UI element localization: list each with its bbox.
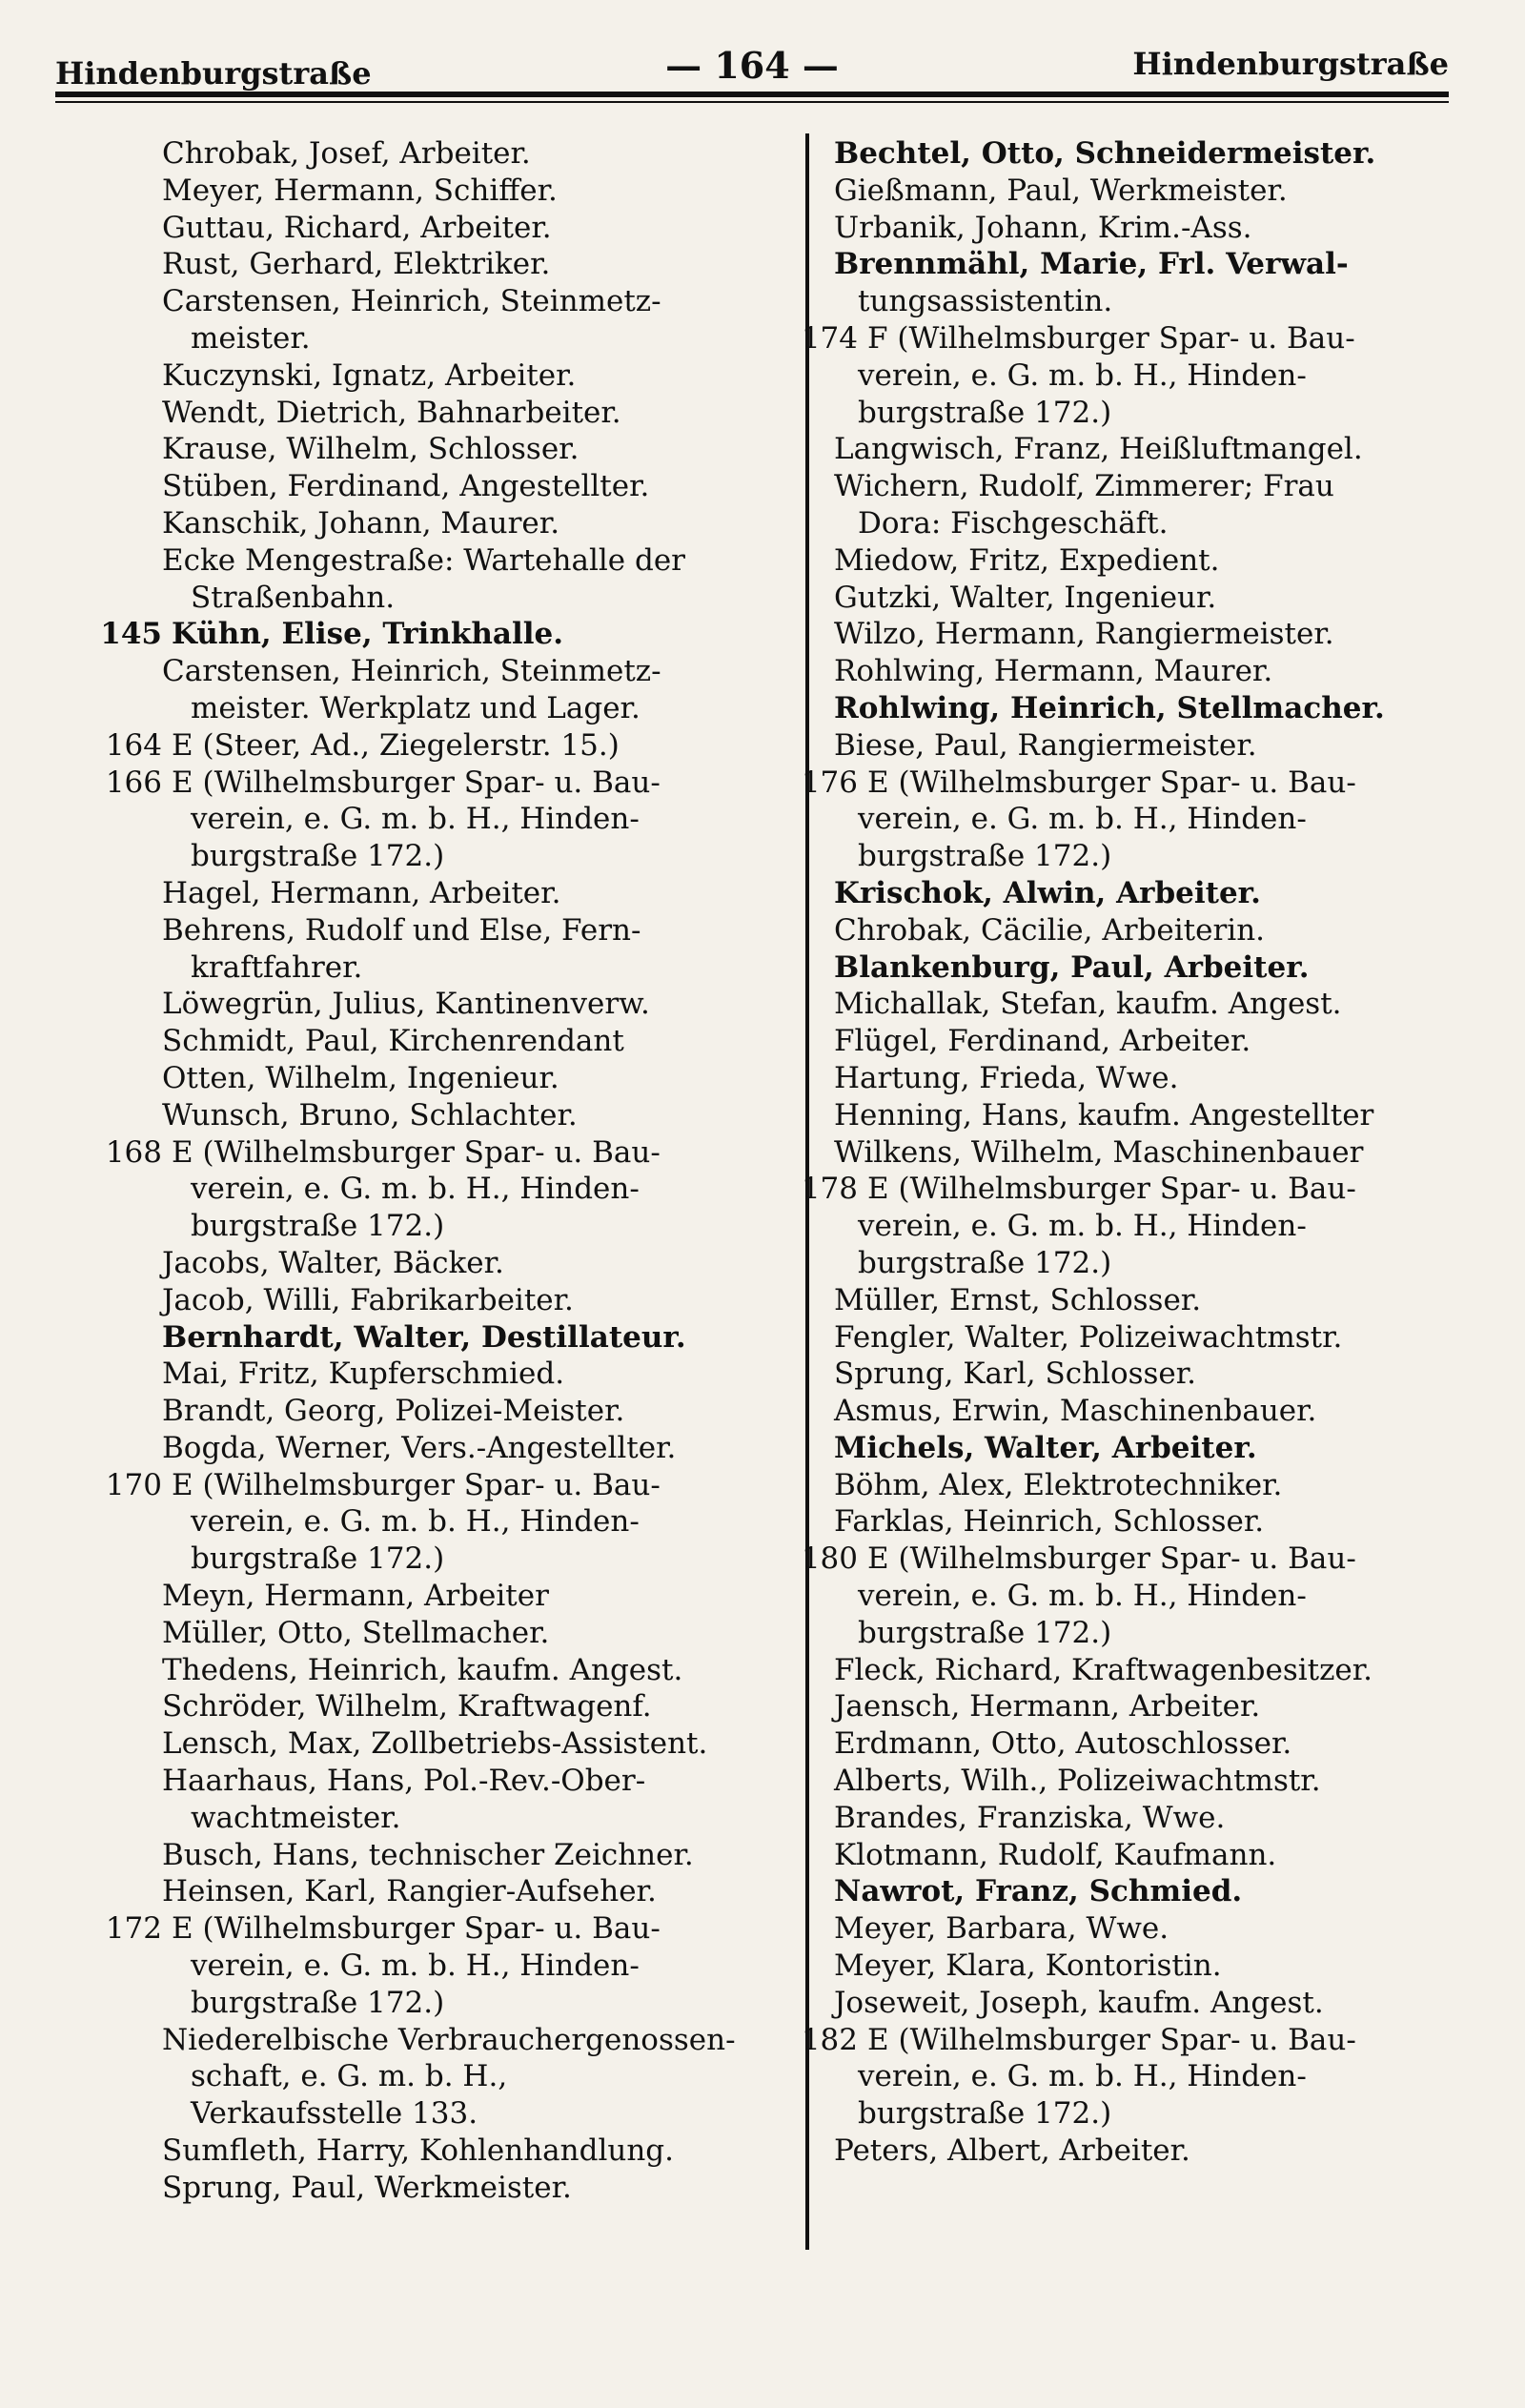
entry-text: E (Wilhelmsburger Spar- u. Bau- [172,1134,661,1170]
entry-text: Lensch, Max, Zollbetriebs-Assistent. [162,1726,708,1762]
resident-entry-line [76,2058,743,2095]
resident-entry-line [772,505,1439,542]
entry-text: E (Steer, Ad., Ziegelerstr. 15.) [172,727,620,763]
resident-entry-line [76,468,743,505]
entry-text: Carstensen, Heinrich, Steinmetz- [162,284,661,319]
entry-text: Heinsen, Karl, Rangier-Aufseher. [162,1874,657,1909]
resident-entry-line [772,1134,1439,1172]
entry-text: Sprung, Paul, Werkmeister. [162,2170,572,2205]
resident-entry-line [76,431,743,468]
resident-entry-line [76,875,743,912]
resident-entry-line [772,875,1439,912]
house-number: 182 [801,2022,858,2057]
entry-text: Peters, Albert, Arbeiter. [834,2133,1190,2169]
house-number: 176 [801,765,858,800]
resident-entry-line [772,1430,1439,1467]
resident-entry-line [76,1503,743,1541]
resident-entry-line [772,1023,1439,1060]
entry-text: Hartung, Frieda, Wwe. [834,1060,1179,1095]
house-number-entry [76,1134,743,1172]
entry-text: E (Wilhelmsburger Spar- u. Bau- [867,2022,1356,2057]
house-number: 166 [105,765,162,800]
resident-entry-line [76,986,743,1023]
resident-entry-line [772,2133,1439,2170]
house-number-entry [772,1541,1439,1578]
resident-entry-line [76,1282,743,1319]
entry-text: Jacob, Willi, Fabrikarbeiter. [162,1282,574,1317]
entry-text: verein, e. G. m. b. H., Hinden- [858,1209,1307,1244]
resident-entry-line [772,1393,1439,1430]
resident-entry-line [76,1245,743,1282]
house-number: 168 [105,1134,162,1170]
entry-text: Jaensch, Hermann, Arbeiter. [834,1689,1261,1724]
resident-entry-line [76,135,743,173]
entry-text: burgstraße 172.) [191,839,445,874]
entry-text: Meyer, Hermann, Schiffer. [162,173,558,208]
entry-text: verein, e. G. m. b. H., Hinden- [191,802,640,837]
entry-text: schaft, e. G. m. b. H., [191,2059,508,2094]
entry-text: Sprung, Karl, Schlosser. [834,1357,1197,1392]
resident-entry-line [76,395,743,432]
entry-text: Brandes, Franziska, Wwe. [834,1800,1226,1835]
entry-text: Wichern, Rudolf, Zimmerer; Frau [834,469,1334,504]
resident-entry-line [76,1688,743,1725]
resident-entry-line [772,616,1439,653]
house-number-entry [772,1171,1439,1208]
entry-text: burgstraße 172.) [191,1541,445,1577]
entry-text: Otten, Wilhelm, Ingenieur. [162,1060,559,1095]
house-number: 174 [801,320,858,356]
entry-text: burgstraße 172.) [191,1209,445,1244]
entry-text: F (Wilhelmsburger Spar- u. Bau- [867,320,1355,356]
entry-text: Thedens, Heinrich, kaufm. Angest. [162,1652,683,1687]
entry-text: Michels, Walter, Arbeiter. [834,1430,1257,1465]
resident-entry-line [772,727,1439,765]
entry-text: Busch, Hans, technischer Zeichner. [162,1837,694,1872]
resident-entry-line [772,1615,1439,1652]
resident-entry-line [76,580,743,617]
resident-entry-line [76,949,743,987]
header-rule-thin [55,101,1449,103]
entry-text: Meyer, Barbara, Wwe. [834,1911,1169,1947]
entry-text: Fleck, Richard, Kraftwagenbesitzer. [834,1652,1373,1687]
entry-text: Erdmann, Otto, Autoschlosser. [834,1726,1292,1762]
resident-entry-line [76,838,743,875]
entry-text: Brennmähl, Marie, Frl. Verwal- [834,247,1349,282]
resident-entry-line [76,210,743,247]
entry-text: Mai, Fritz, Kupferschmied. [162,1357,565,1392]
entry-text: Böhm, Alex, Elektrotechniker. [834,1467,1283,1502]
resident-entry-line [76,1652,743,1689]
entry-text: Dora: Fischgeschäft. [858,505,1169,541]
resident-entry-line [76,357,743,395]
entry-text: Kuczynski, Ignatz, Arbeiter. [162,357,577,393]
house-number: 172 [105,1911,162,1947]
resident-entry-line [76,320,743,357]
house-number: 145 [100,617,162,652]
resident-entry-line [772,431,1439,468]
resident-entry-line [76,1356,743,1393]
entry-text: E (Wilhelmsburger Spar- u. Bau- [172,765,661,800]
resident-entry-line [76,2022,743,2059]
entry-text: Fengler, Walter, Polizeiwachtmstr. [834,1319,1343,1355]
page-number: — 164 — [665,44,839,87]
entry-text: burgstraße 172.) [858,1245,1112,1280]
entry-text: verein, e. G. m. b. H., Hinden- [858,2059,1307,2094]
resident-entry-line [772,690,1439,727]
entry-text: Bernhardt, Walter, Destillateur. [162,1319,686,1355]
resident-entry-line [772,1578,1439,1615]
entry-text: Bogda, Werner, Vers.-Angestellter. [162,1430,677,1465]
resident-entry-line [772,246,1439,283]
entry-text: Henning, Hans, kaufm. Angestellter [834,1097,1374,1133]
entry-text: E (Wilhelmsburger Spar- u. Bau- [867,765,1356,800]
entry-text: Chrobak, Josef, Arbeiter. [162,136,531,171]
resident-entry-line [772,1208,1439,1245]
resident-entry-line [772,283,1439,320]
resident-entry-line [772,1910,1439,1948]
entry-text: verein, e. G. m. b. H., Hinden- [858,802,1307,837]
house-number-entry [772,765,1439,802]
resident-entry-line [772,801,1439,838]
resident-entry-line [76,690,743,727]
entry-text: Blankenburg, Paul, Arbeiter. [834,949,1310,985]
resident-entry-line [76,1763,743,1800]
entry-text: Schmidt, Paul, Kirchenrendant [162,1024,624,1059]
entry-text: verein, e. G. m. b. H., Hinden- [191,1949,640,1984]
resident-entry-line [76,653,743,690]
resident-entry-line [76,1948,743,1985]
resident-entry-line [772,1837,1439,1874]
entry-text: meister. Werkplatz und Lager. [191,690,640,725]
resident-entry-line [76,2133,743,2170]
entry-text: burgstraße 172.) [858,839,1112,874]
header-street-left: Hindenburgstraße [55,55,372,92]
resident-entry-line [772,135,1439,173]
entry-text: Straßenbahn. [191,580,396,615]
house-number: 164 [105,727,162,763]
resident-entry-line [76,801,743,838]
resident-entry-line [76,2095,743,2133]
resident-entry-line [772,1503,1439,1541]
entry-text: burgstraße 172.) [858,395,1112,430]
resident-entry-line [76,1060,743,1097]
entry-text: Chrobak, Cäcilie, Arbeiterin. [834,912,1266,948]
resident-entry-line [772,653,1439,690]
entry-text: Wilzo, Hermann, Rangiermeister. [834,617,1334,652]
resident-entry-line [772,1985,1439,2022]
resident-entry-line [772,1467,1439,1504]
entry-text: verein, e. G. m. b. H., Hinden- [858,1579,1307,1614]
entry-text: Biese, Paul, Rangiermeister. [834,727,1257,763]
resident-entry-line [76,1097,743,1134]
resident-entry-line [76,1615,743,1652]
resident-entry-line [76,2170,743,2207]
entry-text: E (Wilhelmsburger Spar- u. Bau- [867,1172,1356,1207]
entry-text: E (Wilhelmsburger Spar- u. Bau- [172,1911,661,1947]
entry-text: Krischok, Alwin, Arbeiter. [834,875,1261,910]
house-number-entry [76,616,743,653]
resident-entry-line [76,1023,743,1060]
resident-entry-line [772,1060,1439,1097]
entry-text: wachtmeister. [191,1800,401,1835]
resident-entry-line [772,1282,1439,1319]
resident-entry-line [772,1800,1439,1837]
entry-text: Stüben, Ferdinand, Angestellter. [162,469,650,504]
resident-entry-line [76,1837,743,1874]
resident-entry-line [772,1873,1439,1910]
entry-text: Wunsch, Bruno, Schlachter. [162,1097,578,1133]
entry-text: Langwisch, Franz, Heißluftmangel. [834,432,1363,467]
house-number-entry [76,765,743,802]
resident-entry-line [76,1578,743,1615]
entry-text: Löwegrün, Julius, Kantinenverw. [162,987,650,1022]
resident-entry-line [76,1430,743,1467]
house-number-entry [772,2022,1439,2059]
entry-text: Brandt, Georg, Polizei-Meister. [162,1394,625,1429]
entry-text: verein, e. G. m. b. H., Hinden- [858,357,1307,393]
entry-text: Farklas, Heinrich, Schlosser. [834,1504,1265,1540]
resident-entry-line [772,2095,1439,2133]
entry-text: Gießmann, Paul, Werkmeister. [834,173,1288,208]
resident-entry-line [76,1393,743,1430]
entry-text: tungsassistentin. [858,284,1113,319]
resident-entry-line [772,986,1439,1023]
entry-text: Guttau, Richard, Arbeiter. [162,210,552,245]
resident-entry-line [772,1356,1439,1393]
resident-entry-line [76,505,743,542]
entry-text: kraftfahrer. [191,949,363,985]
resident-entry-line [772,838,1439,875]
entry-text: burgstraße 172.) [858,2096,1112,2132]
entry-text: Hagel, Hermann, Arbeiter. [162,875,561,910]
entry-text: Sumfleth, Harry, Kohlenhandlung. [162,2133,674,2169]
entry-text: Gutzki, Walter, Ingenieur. [834,580,1217,615]
house-number: 178 [801,1172,858,1207]
resident-entry-line [772,1652,1439,1689]
house-number: 170 [105,1467,162,1502]
resident-entry-line [772,1763,1439,1800]
resident-entry-line [772,1319,1439,1357]
house-number: 180 [801,1541,858,1577]
resident-entry-line [76,542,743,580]
entry-text: Bechtel, Otto, Schneidermeister. [834,136,1376,171]
entry-text: Rust, Gerhard, Elektriker. [162,247,551,282]
entry-text: Haarhaus, Hans, Pol.-Rev.-Ober- [162,1764,646,1799]
header-street-right: Hindenburgstraße [1132,46,1449,82]
entry-text: Kühn, Elise, Trinkhalle. [172,617,564,652]
resident-entry-line [76,1985,743,2022]
entry-text: Alberts, Wilh., Polizeiwachtmstr. [834,1764,1321,1799]
entry-text: Meyer, Klara, Kontoristin. [834,1949,1222,1984]
resident-entry-line [772,542,1439,580]
resident-entry-line [772,1245,1439,1282]
entry-text: Ecke Mengestraße: Wartehalle der [162,542,685,578]
entry-text: Müller, Ernst, Schlosser. [834,1282,1202,1317]
entry-text: Rohlwing, Hermann, Maurer. [834,654,1273,689]
resident-entry-line [76,912,743,949]
resident-entry-line [772,912,1439,949]
entry-text: Michallak, Stefan, kaufm. Angest. [834,987,1342,1022]
resident-entry-line [772,468,1439,505]
resident-entry-line [772,1688,1439,1725]
entry-text: Flügel, Ferdinand, Arbeiter. [834,1024,1251,1059]
entry-text: Asmus, Erwin, Maschinenbauer. [834,1394,1317,1429]
entry-text: Rohlwing, Heinrich, Stellmacher. [834,690,1385,725]
entry-text: Joseweit, Joseph, kaufm. Angest. [834,1985,1324,2020]
resident-entry-line [76,1319,743,1357]
resident-entry-line [76,1873,743,1910]
house-number-entry [76,1467,743,1504]
entry-text: E (Wilhelmsburger Spar- u. Bau- [172,1467,661,1502]
left-column [76,135,743,2207]
resident-entry-line [772,949,1439,987]
resident-entry-line [772,357,1439,395]
resident-entry-line [772,2058,1439,2095]
entry-text: Meyn, Hermann, Arbeiter [162,1579,549,1614]
entry-text: Urbanik, Johann, Krim.-Ass. [834,210,1252,245]
resident-entry-line [76,1171,743,1208]
entry-text: burgstraße 172.) [858,1615,1112,1650]
house-number-entry [76,1910,743,1948]
resident-entry-line [76,1800,743,1837]
resident-entry-line [772,1948,1439,1985]
resident-entry-line [772,173,1439,210]
entry-text: Schröder, Wilhelm, Kraftwagenf. [162,1689,652,1724]
entry-text: Müller, Otto, Stellmacher. [162,1615,550,1650]
resident-entry-line [76,283,743,320]
house-number-entry [772,320,1439,357]
resident-entry-line [772,1725,1439,1763]
resident-entry-line [76,173,743,210]
resident-entry-line [772,210,1439,247]
entry-text: Miedow, Fritz, Expedient. [834,542,1220,578]
entry-text: Verkaufsstelle 133. [191,2096,478,2132]
resident-entry-line [772,580,1439,617]
resident-entry-line [772,1097,1439,1134]
entry-text: Wilkens, Wilhelm, Maschinenbauer [834,1134,1364,1170]
entry-text: Jacobs, Walter, Bäcker. [162,1245,504,1280]
entry-text: meister. [191,320,311,356]
resident-entry-line [76,1208,743,1245]
entry-text: verein, e. G. m. b. H., Hinden- [191,1504,640,1540]
entry-text: burgstraße 172.) [191,1985,445,2020]
right-column [772,135,1439,2170]
entry-text: verein, e. G. m. b. H., Hinden- [191,1172,640,1207]
entry-text: Klotmann, Rudolf, Kaufmann. [834,1837,1277,1872]
entry-text: Krause, Wilhelm, Schlosser. [162,432,580,467]
entry-text: Behrens, Rudolf und Else, Fern- [162,912,641,948]
house-number-entry [76,727,743,765]
entry-text: Kanschik, Johann, Maurer. [162,505,560,541]
resident-entry-line [76,1725,743,1763]
entry-text: Wendt, Dietrich, Bahnarbeiter. [162,395,621,430]
header-rule-thick [55,92,1449,97]
resident-entry-line [772,395,1439,432]
resident-entry-line [76,246,743,283]
resident-entry-line [76,1541,743,1578]
entry-text: Nawrot, Franz, Schmied. [834,1874,1243,1909]
entry-text: Niederelbische Verbrauchergenossen- [162,2022,736,2057]
entry-text: Carstensen, Heinrich, Steinmetz- [162,654,661,689]
page-header [55,36,1449,93]
entry-text: E (Wilhelmsburger Spar- u. Bau- [867,1541,1356,1577]
